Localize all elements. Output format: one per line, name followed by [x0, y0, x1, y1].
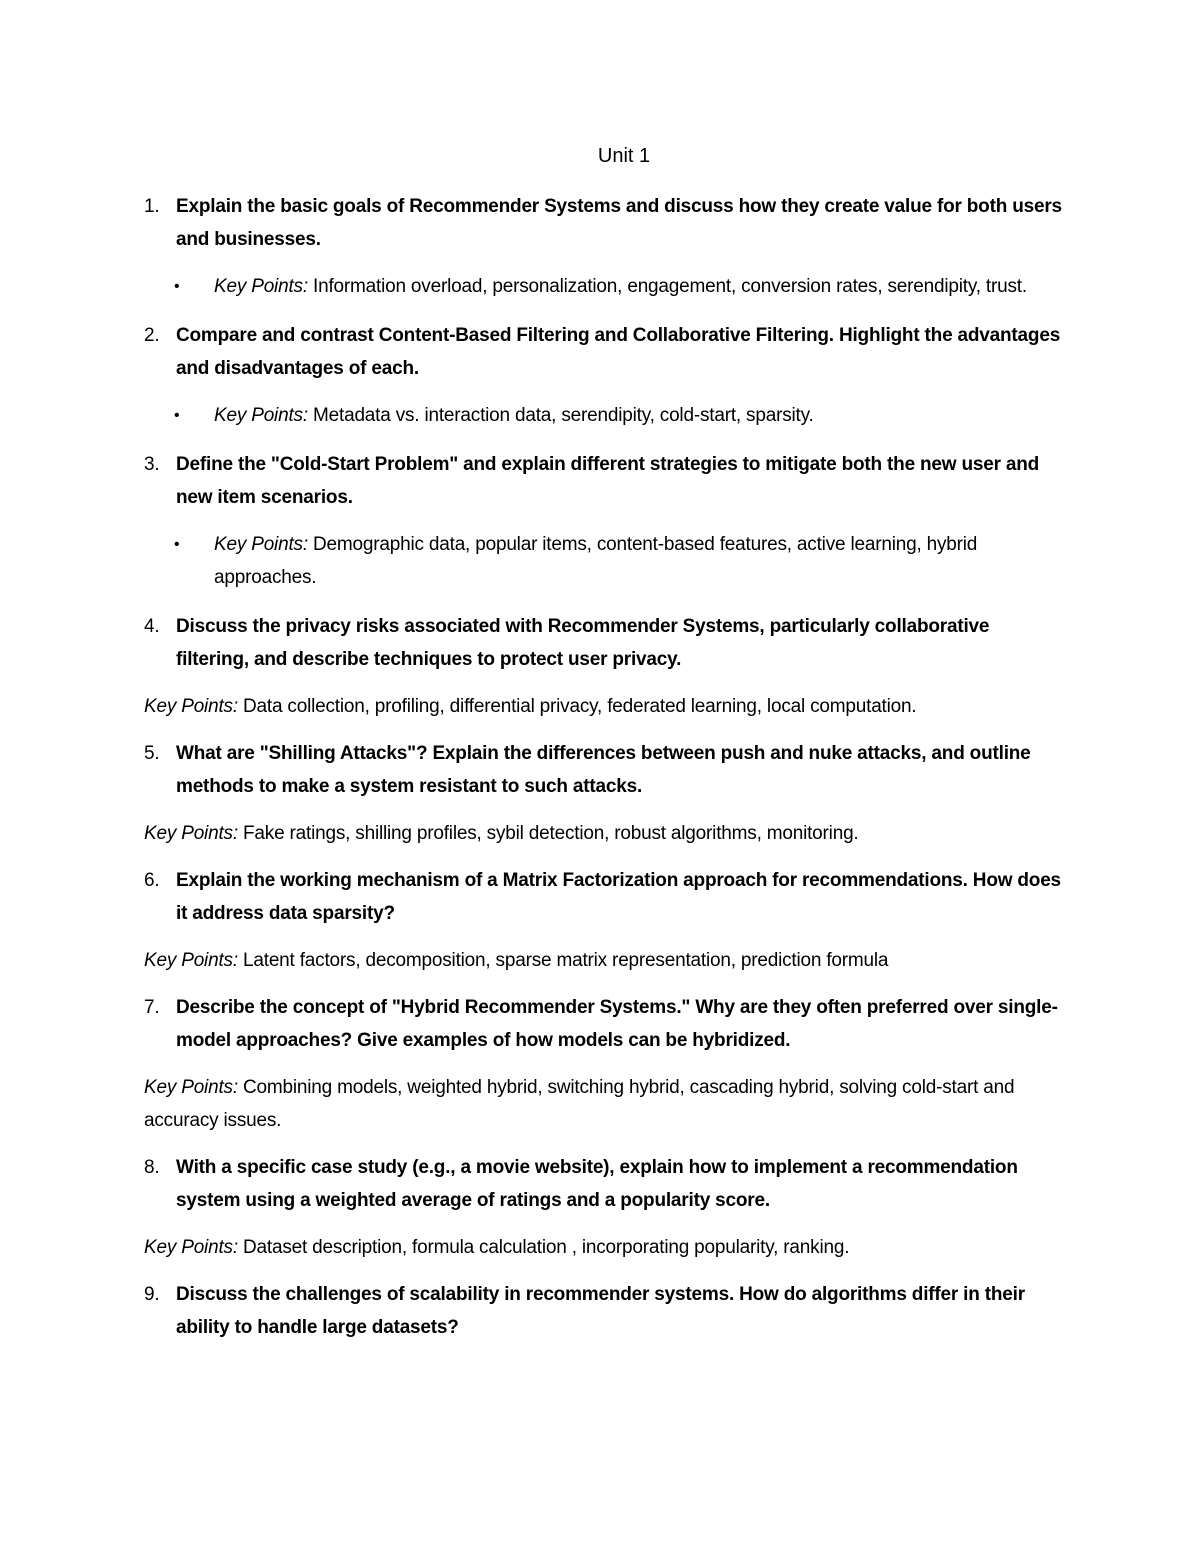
key-points-text: Data collection, profiling, differential privacy, federated learning, local computation.: [243, 696, 917, 717]
bullet-icon: •: [174, 278, 180, 295]
question-1: [144, 190, 1064, 256]
key-points-text: Demographic data, popular items, content-based features, active learning, hybrid approaches.: [214, 534, 978, 588]
question-4: [144, 610, 1064, 676]
question-9: [144, 1278, 1064, 1344]
key-points-body: [214, 270, 1027, 303]
key-points-body: [214, 528, 1064, 594]
question-number: 8.: [144, 1157, 160, 1178]
key-points-label: Key Points:: [144, 823, 238, 844]
key-points-1: [172, 270, 1064, 303]
question-text: Compare and contrast Content-Based Filtering and Collaborative Filtering. Highlight the advantages and disadvantages of each.: [176, 325, 1061, 379]
key-points-text: Metadata vs. interaction data, serendipity, cold-start, sparsity.: [313, 405, 814, 426]
question-number: 2.: [144, 325, 160, 346]
document-page: [144, 140, 1064, 1358]
key-points-7: [144, 1071, 1064, 1137]
question-text: Discuss the privacy risks associated with Recommender Systems, particularly collaborative filtering, and describe techniques to protect user privacy.: [176, 616, 990, 670]
key-points-label: Key Points:: [144, 696, 238, 717]
question-number: 5.: [144, 743, 160, 764]
question-5: [144, 737, 1064, 803]
key-points-2: [172, 399, 1064, 432]
question-number: 3.: [144, 454, 160, 475]
question-number: 1.: [144, 196, 160, 217]
key-points-5: [144, 817, 1064, 850]
question-text: Describe the concept of "Hybrid Recommender Systems." Why are they often preferred over single-model approaches? Give examples of how models can be hybridized.: [176, 997, 1058, 1051]
key-points-label: Key Points:: [214, 405, 308, 426]
key-points-label: Key Points:: [144, 950, 238, 971]
key-points-text: Dataset description, formula calculation , incorporating popularity, ranking.: [243, 1237, 850, 1258]
question-number: 4.: [144, 616, 160, 637]
key-points-label: Key Points:: [214, 276, 308, 297]
key-points-label: Key Points:: [144, 1077, 238, 1098]
question-text: Discuss the challenges of scalability in recommender systems. How do algorithms differ in their ability to handle large datasets?: [176, 1284, 1025, 1338]
question-2: [144, 319, 1064, 385]
bullet-icon: •: [174, 407, 180, 424]
key-points-text: Combining models, weighted hybrid, switching hybrid, cascading hybrid, solving cold-start and accuracy issues.: [144, 1077, 1015, 1131]
key-points-text: Latent factors, decomposition, sparse matrix representation, prediction formula: [243, 950, 889, 971]
key-points-label: Key Points:: [214, 534, 308, 555]
question-text: Explain the working mechanism of a Matrix Factorization approach for recommendations. How does it address data sparsity?: [176, 870, 1061, 924]
question-7: [144, 991, 1064, 1057]
question-8: [144, 1151, 1064, 1217]
question-text: Explain the basic goals of Recommender Systems and discuss how they create value for both users and businesses.: [176, 196, 1062, 250]
key-points-body: [214, 399, 814, 432]
question-number: 7.: [144, 997, 160, 1018]
key-points-label: Key Points:: [144, 1237, 238, 1258]
question-6: [144, 864, 1064, 930]
question-number: 9.: [144, 1284, 160, 1305]
question-text: Define the "Cold-Start Problem" and explain different strategies to mitigate both the new user and new item scenarios.: [176, 454, 1040, 508]
page-title: Unit 1: [597, 145, 651, 167]
question-3: [144, 448, 1064, 514]
bullet-icon: •: [174, 536, 180, 553]
key-points-6: [144, 944, 1064, 977]
key-points-4: [144, 690, 1064, 723]
key-points-text: Information overload, personalization, engagement, conversion rates, serendipity, trust.: [313, 276, 1027, 297]
question-text: With a specific case study (e.g., a movie website), explain how to implement a recommendation system using a weighted average of ratings and a popularity score.: [176, 1157, 1018, 1211]
question-number: 6.: [144, 870, 160, 891]
key-points-3: [172, 528, 1064, 594]
key-points-text: Fake ratings, shilling profiles, sybil detection, robust algorithms, monitoring.: [243, 823, 859, 844]
question-text: What are "Shilling Attacks"? Explain the differences between push and nuke attacks, and outline methods to make a system resistant to such attacks.: [176, 743, 1031, 797]
key-points-8: [144, 1231, 1064, 1264]
